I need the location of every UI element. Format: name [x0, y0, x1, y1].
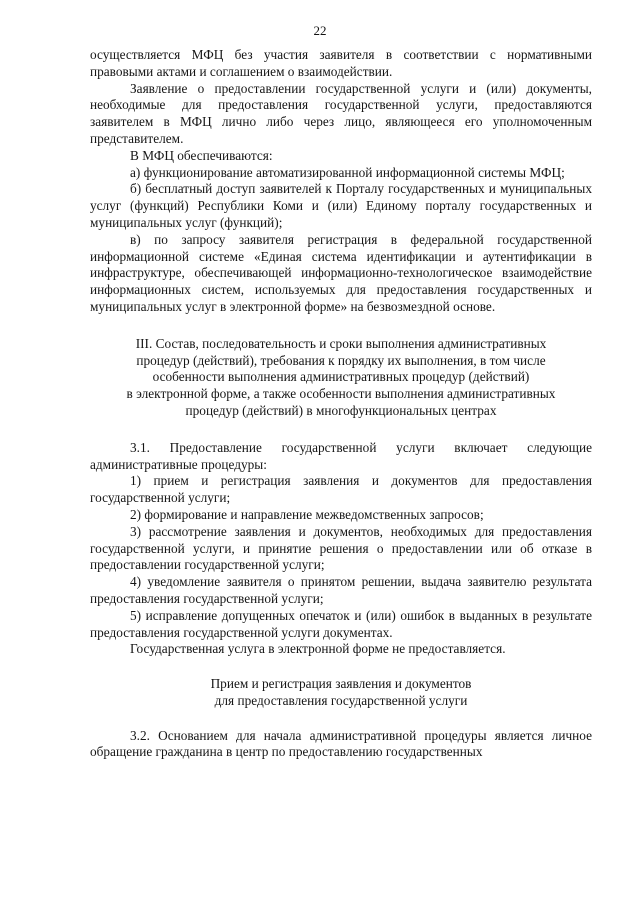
list-item-a: а) функционирование автоматизированной информационной системы МФЦ; — [130, 164, 565, 180]
paragraph-3-2: 3.2. Основанием для начала административной процедуры является личное обращение гражданина в центр по предоставлению государственных — [90, 727, 592, 760]
subheading-line: Прием и регистрация заявления и документов — [210, 676, 472, 692]
procedure-item-2: 2) формирование и направление межведомственных запросов; — [130, 506, 484, 522]
document-body — [90, 47, 592, 761]
paragraph-no-electronic: Государственная услуга в электронной форме не предоставляется. — [130, 641, 506, 657]
page-number: 22 — [313, 23, 327, 38]
paragraph-continuation: осуществляется МФЦ без участия заявителя в соответствии с нормативными правовыми актами и соглашением о взаимодействии. — [90, 47, 592, 79]
paragraph-3-1: 3.1. Предоставление государственной услуги включает следующие административные процедуры: — [90, 439, 592, 472]
procedure-item-5: 5) исправление допущенных опечаток и (или) ошибок в выданных в результате предоставления государственной услуги документах. — [90, 607, 592, 640]
section-heading-line: особенности выполнения административных процедур (действий) — [152, 369, 530, 385]
paragraph-mfc-provides: В МФЦ обеспечиваются: — [130, 147, 273, 163]
subheading — [90, 676, 592, 710]
subheading-line: для предоставления государственной услуги — [214, 692, 468, 708]
section-heading-line: процедур (действий) в многофункциональных центрах — [185, 402, 497, 418]
procedure-item-1: 1) прием и регистрация заявления и документов для предоставления государственной услуги; — [90, 473, 592, 506]
section-heading — [90, 336, 592, 420]
section-heading-line: процедур (действий), требования к порядку их выполнения, в том числе — [136, 352, 546, 368]
section-heading-line: в электронной форме, а также особенности выполнения административных — [126, 386, 556, 402]
paragraph-application: Заявление о предоставлении государственной услуги и (или) документы, необходимые для предоставления государственной услуги, предоставляются заявителем в МФЦ лично либо через лицо, являющееся его уполномоченным представителем. — [90, 80, 592, 146]
list-item-b: б) бесплатный доступ заявителей к Порталу государственных и муниципальных услуг (функций) Республики Коми и (или) Единому порталу государственных и муниципальных услуг (функций); — [90, 181, 592, 230]
section-heading-line: III. Состав, последовательность и сроки выполнения административных — [135, 335, 547, 351]
list-item-v: в) по запросу заявителя регистрация в федеральной государственной информационной системе «Единая система идентификации и аутентификации в инфраструктуре, обеспечивающей информационно-технологическое взаимодействие информационных систем, используемых для предоставления государственных и муниципальных услуг в электронной форме» на безвозмездной основе. — [90, 231, 592, 314]
procedure-item-3: 3) рассмотрение заявления и документов, необходимых для предоставления государственной услуги, и принятие решения о предоставлении или об отказе в предоставлении государственной услуги; — [90, 523, 592, 573]
procedure-item-4: 4) уведомление заявителя о принятом решении, выдача заявителю результата предоставления государственной услуги; — [90, 574, 592, 606]
